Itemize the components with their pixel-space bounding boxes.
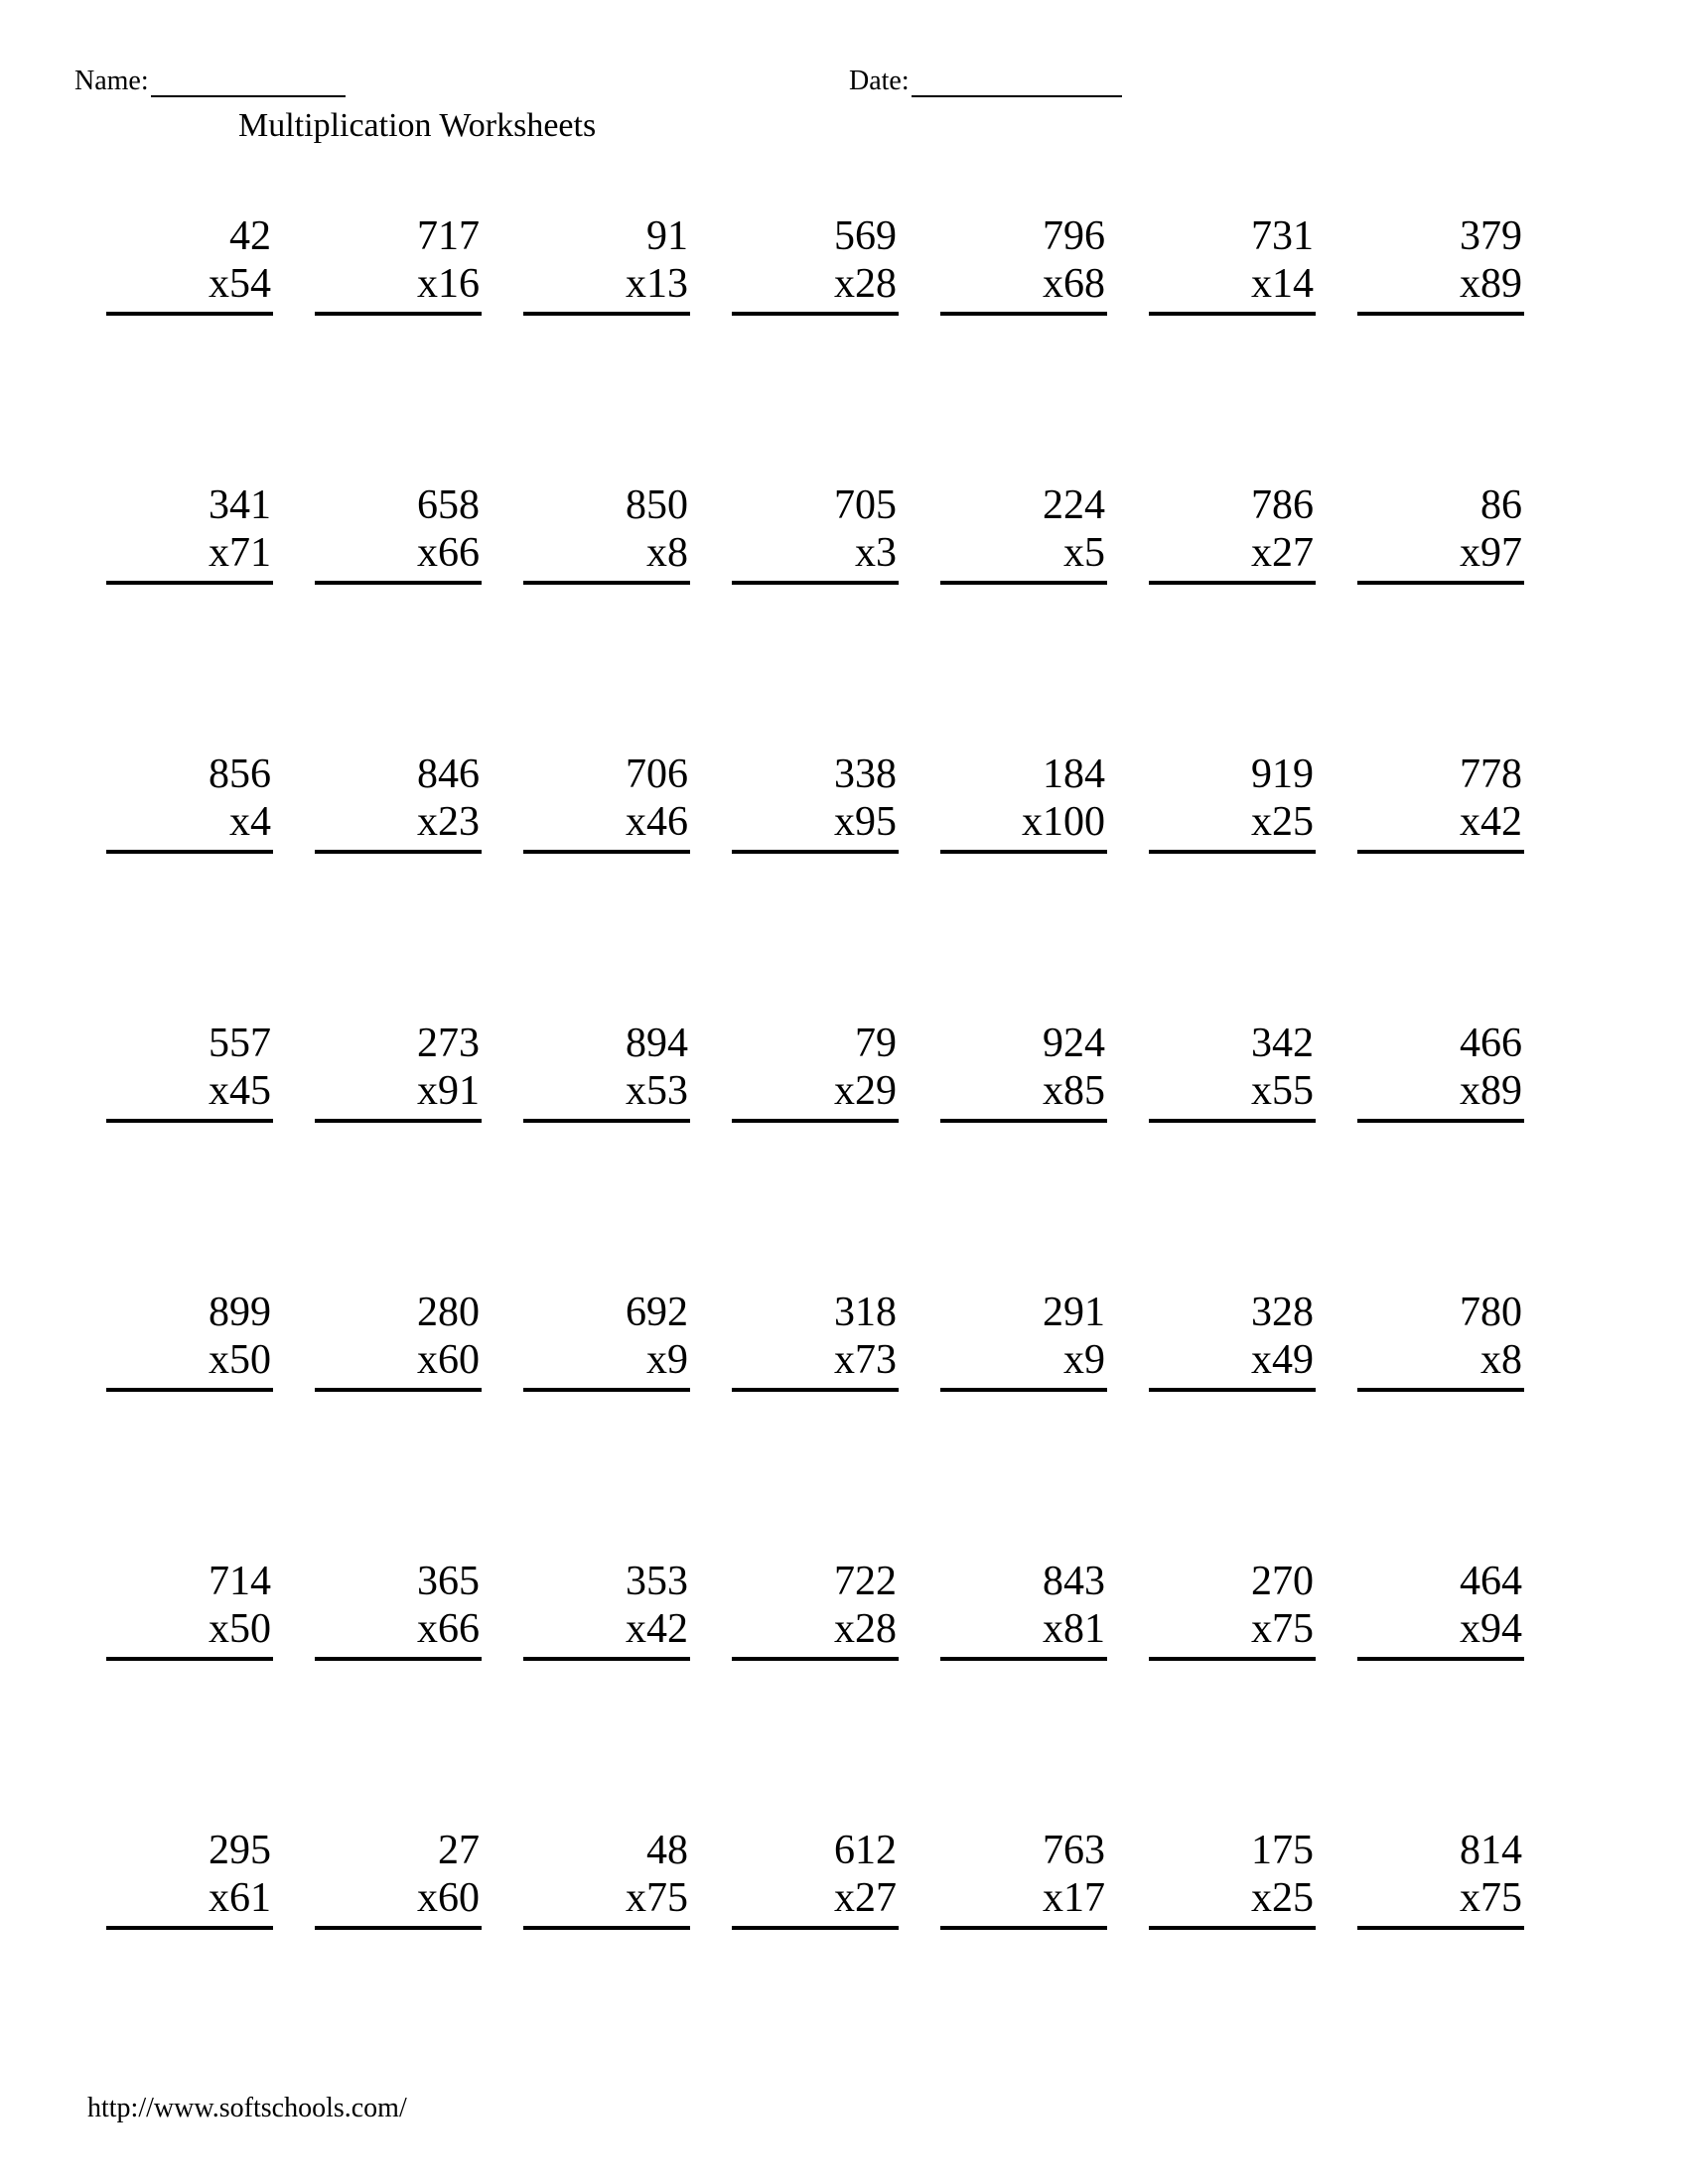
multiplier: x14 — [1251, 261, 1314, 307]
multiplier: x71 — [209, 530, 271, 576]
problem-block — [940, 1020, 1107, 1123]
multiplier: x66 — [417, 1606, 480, 1652]
multiplicand: 658 — [417, 482, 480, 528]
multiplier: x91 — [417, 1068, 480, 1114]
multiplier: x9 — [646, 1337, 688, 1383]
problem-block — [1149, 751, 1316, 854]
date-blank-line — [912, 68, 1122, 97]
problem-block — [1149, 481, 1316, 585]
problem-cell — [65, 1020, 273, 1289]
multiplier: x28 — [834, 1606, 897, 1652]
multiplicand: 175 — [1251, 1828, 1314, 1873]
problem-block — [940, 481, 1107, 585]
problem-block — [523, 481, 690, 585]
multiplicand: 569 — [834, 213, 897, 259]
problem-block — [315, 1827, 482, 1930]
problem-cell — [273, 1020, 482, 1289]
multiplier: x27 — [834, 1875, 897, 1921]
problem-cell — [690, 1827, 899, 2096]
problem-block — [315, 751, 482, 854]
multiplicand: 466 — [1460, 1021, 1522, 1066]
problem-block — [732, 1558, 899, 1661]
multiplicand: 273 — [417, 1021, 480, 1066]
multiplicand: 42 — [229, 213, 271, 259]
multiplier: x3 — [855, 530, 897, 576]
multiplicand: 318 — [834, 1290, 897, 1335]
problem-cell — [65, 751, 273, 1020]
multiplicand: 717 — [417, 213, 480, 259]
name-label: Name: — [74, 66, 149, 96]
multiplicand: 86 — [1480, 482, 1522, 528]
multiplicand: 705 — [834, 482, 897, 528]
problem-row — [65, 212, 1524, 481]
problem-block — [940, 1289, 1107, 1392]
problem-block — [940, 212, 1107, 316]
multiplicand: 557 — [209, 1021, 271, 1066]
problem-cell — [482, 1558, 690, 1827]
problem-block — [1357, 1289, 1524, 1392]
problem-cell — [1316, 1289, 1524, 1558]
problem-cell — [1316, 1558, 1524, 1827]
problem-cell — [1107, 751, 1316, 1020]
multiplier: x73 — [834, 1337, 897, 1383]
problem-cell — [482, 1289, 690, 1558]
problem-block — [106, 1558, 273, 1661]
problem-block — [1357, 481, 1524, 585]
multiplicand: 780 — [1460, 1290, 1522, 1335]
multiplicand: 706 — [626, 751, 688, 797]
problem-cell — [690, 212, 899, 481]
problem-cell — [65, 212, 273, 481]
multiplicand: 894 — [626, 1021, 688, 1066]
problem-block — [315, 1020, 482, 1123]
problem-cell — [899, 1020, 1107, 1289]
multiplier: x75 — [1460, 1875, 1522, 1921]
multiplicand: 270 — [1251, 1559, 1314, 1604]
problem-cell — [899, 1558, 1107, 1827]
problem-cell — [1316, 751, 1524, 1020]
multiplier: x94 — [1460, 1606, 1522, 1652]
multiplier: x66 — [417, 530, 480, 576]
problem-cell — [65, 1827, 273, 2096]
problem-cell — [1107, 481, 1316, 751]
problem-block — [940, 1558, 1107, 1661]
problem-block — [106, 1020, 273, 1123]
multiplicand: 924 — [1043, 1021, 1105, 1066]
multiplicand: 291 — [1043, 1290, 1105, 1335]
multiplicand: 692 — [626, 1290, 688, 1335]
problem-cell — [899, 481, 1107, 751]
multiplier: x49 — [1251, 1337, 1314, 1383]
problem-row — [65, 751, 1524, 1020]
problems-grid — [65, 212, 1524, 2096]
problem-row — [65, 481, 1524, 751]
multiplier: x61 — [209, 1875, 271, 1921]
date-field — [849, 66, 1122, 97]
multiplier: x81 — [1043, 1606, 1105, 1652]
multiplicand: 280 — [417, 1290, 480, 1335]
multiplier: x60 — [417, 1337, 480, 1383]
problem-block — [106, 751, 273, 854]
problem-cell — [65, 1558, 273, 1827]
multiplier: x60 — [417, 1875, 480, 1921]
problem-cell — [1316, 1020, 1524, 1289]
name-field — [74, 66, 346, 97]
multiplier: x46 — [626, 799, 688, 845]
problem-cell — [1107, 1558, 1316, 1827]
multiplier: x89 — [1460, 261, 1522, 307]
multiplicand: 899 — [209, 1290, 271, 1335]
problem-block — [1357, 1827, 1524, 1930]
multiplier: x50 — [209, 1337, 271, 1383]
problem-block — [1149, 1289, 1316, 1392]
multiplier: x9 — [1063, 1337, 1105, 1383]
problem-block — [523, 751, 690, 854]
multiplicand: 379 — [1460, 213, 1522, 259]
problem-block — [1149, 1020, 1316, 1123]
problem-cell — [690, 481, 899, 751]
problem-cell — [273, 1827, 482, 2096]
problem-block — [1357, 1020, 1524, 1123]
multiplier: x75 — [626, 1875, 688, 1921]
multiplier: x25 — [1251, 1875, 1314, 1921]
problem-block — [523, 1558, 690, 1661]
multiplicand: 722 — [834, 1559, 897, 1604]
problem-cell — [1316, 212, 1524, 481]
problem-cell — [273, 212, 482, 481]
multiplicand: 843 — [1043, 1559, 1105, 1604]
problem-block — [523, 1020, 690, 1123]
multiplier: x8 — [646, 530, 688, 576]
problem-cell — [899, 1827, 1107, 2096]
multiplier: x25 — [1251, 799, 1314, 845]
problem-block — [106, 1289, 273, 1392]
multiplier: x8 — [1480, 1337, 1522, 1383]
multiplicand: 184 — [1043, 751, 1105, 797]
problem-cell — [899, 212, 1107, 481]
multiplicand: 341 — [209, 482, 271, 528]
problem-cell — [65, 481, 273, 751]
multiplicand: 714 — [209, 1559, 271, 1604]
problem-block — [1357, 751, 1524, 854]
problem-block — [1149, 1827, 1316, 1930]
multiplier: x97 — [1460, 530, 1522, 576]
multiplier: x29 — [834, 1068, 897, 1114]
problem-block — [1357, 212, 1524, 316]
multiplier: x23 — [417, 799, 480, 845]
problem-cell — [273, 1558, 482, 1827]
problem-block — [523, 1289, 690, 1392]
problem-cell — [690, 751, 899, 1020]
multiplicand: 786 — [1251, 482, 1314, 528]
problem-block — [106, 481, 273, 585]
problem-cell — [899, 751, 1107, 1020]
multiplicand: 778 — [1460, 751, 1522, 797]
problem-block — [732, 1020, 899, 1123]
problem-row — [65, 1558, 1524, 1827]
problem-block — [732, 212, 899, 316]
multiplicand: 79 — [855, 1021, 897, 1066]
multiplicand: 846 — [417, 751, 480, 797]
problem-cell — [690, 1289, 899, 1558]
multiplier: x89 — [1460, 1068, 1522, 1114]
problem-cell — [482, 212, 690, 481]
problem-block — [523, 1827, 690, 1930]
problem-cell — [482, 481, 690, 751]
problem-cell — [1107, 1020, 1316, 1289]
multiplier: x45 — [209, 1068, 271, 1114]
problem-block — [523, 212, 690, 316]
multiplier: x50 — [209, 1606, 271, 1652]
problem-block — [106, 212, 273, 316]
problem-cell — [273, 481, 482, 751]
problem-cell — [1316, 1827, 1524, 2096]
multiplicand: 27 — [438, 1828, 480, 1873]
multiplicand: 919 — [1251, 751, 1314, 797]
problem-block — [732, 1289, 899, 1392]
multiplicand: 338 — [834, 751, 897, 797]
multiplicand: 814 — [1460, 1828, 1522, 1873]
problem-cell — [273, 751, 482, 1020]
multiplicand: 48 — [646, 1828, 688, 1873]
multiplicand: 224 — [1043, 482, 1105, 528]
date-label: Date: — [849, 66, 910, 96]
multiplicand: 612 — [834, 1828, 897, 1873]
multiplier: x85 — [1043, 1068, 1105, 1114]
problem-row — [65, 1289, 1524, 1558]
problem-cell — [1107, 1289, 1316, 1558]
problem-block — [940, 1827, 1107, 1930]
multiplicand: 763 — [1043, 1828, 1105, 1873]
multiplicand: 295 — [209, 1828, 271, 1873]
name-blank-line — [151, 68, 346, 97]
multiplier: x17 — [1043, 1875, 1105, 1921]
problem-block — [1149, 1558, 1316, 1661]
problem-block — [1357, 1558, 1524, 1661]
multiplier: x100 — [1022, 799, 1105, 845]
multiplicand: 850 — [626, 482, 688, 528]
multiplier: x42 — [1460, 799, 1522, 845]
multiplicand: 464 — [1460, 1559, 1522, 1604]
problem-cell — [482, 751, 690, 1020]
problem-block — [732, 1827, 899, 1930]
page-title: Multiplication Worksheets — [238, 107, 597, 144]
problem-cell — [690, 1558, 899, 1827]
multiplier: x53 — [626, 1068, 688, 1114]
problem-block — [315, 1558, 482, 1661]
multiplier: x16 — [417, 261, 480, 307]
multiplier: x75 — [1251, 1606, 1314, 1652]
problem-block — [315, 212, 482, 316]
multiplier: x5 — [1063, 530, 1105, 576]
problem-cell — [65, 1289, 273, 1558]
multiplicand: 91 — [646, 213, 688, 259]
problem-row — [65, 1827, 1524, 2096]
multiplier: x54 — [209, 261, 271, 307]
problem-block — [315, 1289, 482, 1392]
multiplicand: 731 — [1251, 213, 1314, 259]
multiplier: x95 — [834, 799, 897, 845]
multiplicand: 342 — [1251, 1021, 1314, 1066]
problem-block — [732, 751, 899, 854]
problem-block — [732, 481, 899, 585]
multiplicand: 353 — [626, 1559, 688, 1604]
multiplicand: 365 — [417, 1559, 480, 1604]
multiplicand: 856 — [209, 751, 271, 797]
multiplier: x27 — [1251, 530, 1314, 576]
problem-cell — [1316, 481, 1524, 751]
multiplier: x42 — [626, 1606, 688, 1652]
problem-block — [1149, 212, 1316, 316]
footer-url: http://www.softschools.com/ — [87, 2093, 407, 2123]
multiplier: x68 — [1043, 261, 1105, 307]
problem-cell — [482, 1020, 690, 1289]
multiplier: x55 — [1251, 1068, 1314, 1114]
multiplier: x4 — [229, 799, 271, 845]
multiplicand: 328 — [1251, 1290, 1314, 1335]
problem-cell — [1107, 212, 1316, 481]
problem-cell — [899, 1289, 1107, 1558]
multiplicand: 796 — [1043, 213, 1105, 259]
multiplier: x28 — [834, 261, 897, 307]
problem-block — [106, 1827, 273, 1930]
problem-cell — [482, 1827, 690, 2096]
problem-block — [940, 751, 1107, 854]
problem-cell — [690, 1020, 899, 1289]
problem-row — [65, 1020, 1524, 1289]
problem-cell — [273, 1289, 482, 1558]
problem-block — [315, 481, 482, 585]
problem-cell — [1107, 1827, 1316, 2096]
multiplier: x13 — [626, 261, 688, 307]
